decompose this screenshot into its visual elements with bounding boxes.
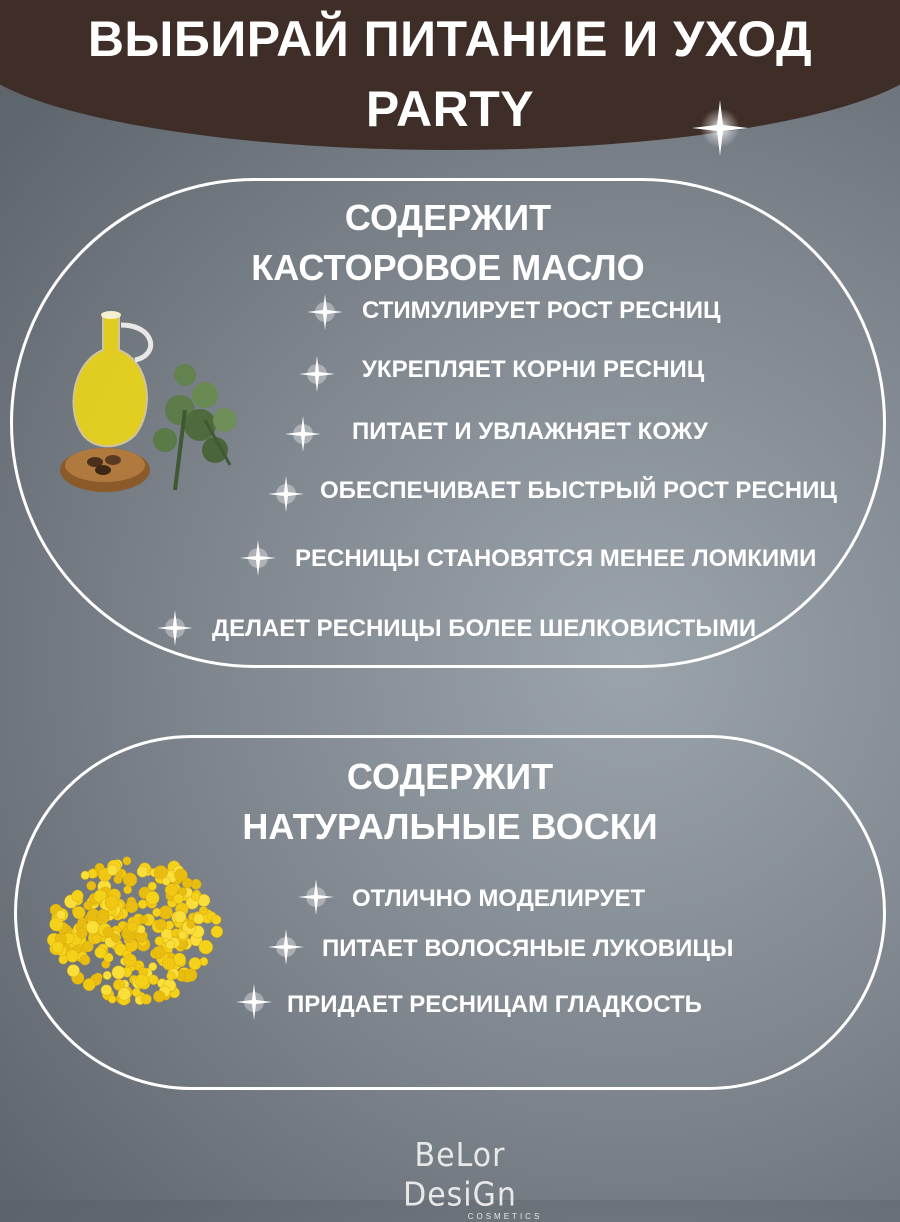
- title-line-1: ВЫБИРАЙ ПИТАНИЕ И УХОД: [87, 11, 813, 67]
- brand-name: BeLor DesiGn: [403, 1136, 517, 1215]
- sparkle-icon: [690, 98, 750, 158]
- wax-title-line-1: СОДЕРЖИТ: [346, 756, 554, 797]
- sparkle-icon: [238, 538, 278, 578]
- castor-oil-jug-icon: [55, 300, 250, 500]
- wax-pellets-icon: [40, 845, 230, 1015]
- castor-title-line-1: СОДЕРЖИТ: [344, 197, 552, 238]
- sparkle-icon: [266, 474, 306, 514]
- castor-title-line-2: КАСТОРОВОЕ МАСЛО: [251, 247, 645, 288]
- castor-benefit-item: ОБЕСПЕЧИВАЕТ БЫСТРЫЙ РОСТ РЕСНИЦ: [320, 477, 837, 504]
- castor-benefit-item: ДЕЛАЕТ РЕСНИЦЫ БОЛЕЕ ШЕЛКОВИСТЫМИ: [212, 615, 757, 642]
- brand-subtitle: COSMETICS: [467, 1212, 543, 1221]
- sparkle-icon: [296, 877, 336, 917]
- wax-benefit-item: ПИТАЕТ ВОЛОСЯНЫЕ ЛУКОВИЦЫ: [322, 935, 734, 962]
- castor-benefit-item: РЕСНИЦЫ СТАНОВЯТСЯ МЕНЕЕ ЛОМКИМИ: [295, 545, 817, 572]
- castor-benefit-item: СТИМУЛИРУЕТ РОСТ РЕСНИЦ: [362, 297, 721, 324]
- page-title: [0, 4, 900, 144]
- sparkle-icon: [283, 414, 323, 454]
- title-line-2: PARTY: [365, 81, 535, 137]
- castor-card-title: [13, 193, 883, 293]
- castor-benefit-item: ПИТАЕТ И УВЛАЖНЯЕТ КОЖУ: [352, 418, 708, 445]
- wax-title-line-2: НАТУРАЛЬНЫЕ ВОСКИ: [242, 806, 658, 847]
- sparkle-icon: [266, 927, 306, 967]
- brand-logo: [360, 1136, 560, 1221]
- wax-card-title: [17, 752, 883, 852]
- castor-benefit-item: УКРЕПЛЯЕТ КОРНИ РЕСНИЦ: [362, 356, 705, 383]
- wax-benefit-item: ПРИДАЕТ РЕСНИЦАМ ГЛАДКОСТЬ: [287, 991, 702, 1018]
- sparkle-icon: [234, 982, 274, 1022]
- sparkle-icon: [155, 608, 195, 648]
- wax-benefit-item: ОТЛИЧНО МОДЕЛИРУЕТ: [352, 885, 646, 912]
- sparkle-icon: [305, 292, 345, 332]
- sparkle-icon: [297, 354, 337, 394]
